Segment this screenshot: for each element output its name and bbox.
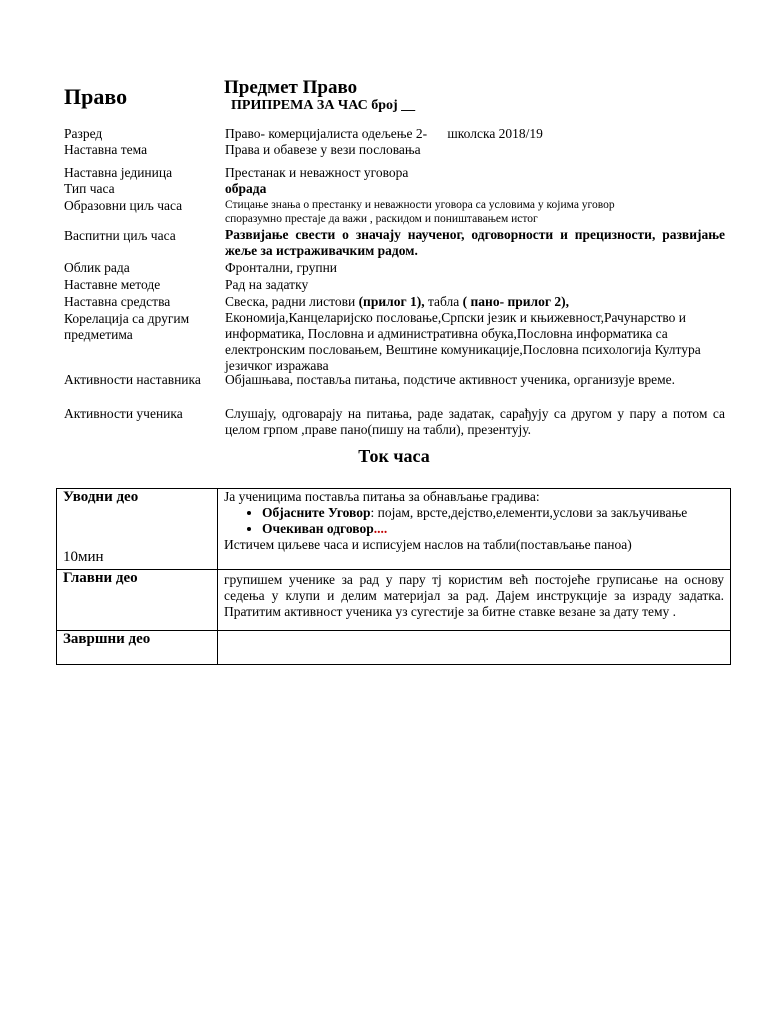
final-content-cell — [218, 631, 731, 665]
subject-heading: Предмет Право — [224, 77, 358, 98]
topic-value: Права и обавезе у вези пословања — [225, 142, 421, 157]
intro-text: Ја ученицима поставља питања за обнављање градива: — [224, 489, 540, 504]
intro-after: Истичем циљеве часа и исписујем наслов на табли(постављање паноа) — [224, 537, 632, 552]
unit-value: Престанак и неважност уговора — [225, 165, 409, 180]
correlation-value: Економија,Канцеларијско пословање,Српски језик и књижевност,Рачунарство и информатика, Пословна и административна обука,Пословна информатика са електронским пословањем, Вештине комуникације,Пословна психологија Култура језичког изражава — [225, 310, 701, 373]
upbring-goal-value: Развијање свести о значају наученог, одговорности и прецизности, развијање жеље за истраживачким радом. — [225, 227, 725, 258]
table-row — [57, 631, 731, 665]
form-value: Фронтални, групни — [225, 260, 338, 275]
main-label: Главни део — [63, 570, 138, 586]
intro-section-cell — [57, 489, 218, 570]
intro-label: Уводни део — [63, 489, 139, 505]
means-d: ( пано- прилог 2), — [462, 294, 569, 309]
student-activity-label: Активности ученика — [64, 406, 183, 421]
intro-time: 10мин — [63, 549, 104, 565]
prep-heading: ПРИПРЕМА ЗА ЧАС број __ — [231, 98, 416, 113]
means-value — [225, 294, 725, 310]
point-dots: .... — [373, 521, 388, 536]
unit-label: Наставна јединица — [64, 165, 173, 180]
table-row — [57, 570, 731, 631]
topic-label: Наставна тема — [64, 142, 148, 157]
point-bold: Очекиван одговор — [262, 521, 374, 536]
table-row — [57, 489, 731, 570]
main-content-cell — [218, 570, 731, 631]
means-label: Наставна средства — [64, 294, 171, 309]
edu-goal-label: Образовни циљ часа — [64, 198, 183, 213]
upbring-goal-label: Васпитни циљ часа — [64, 228, 176, 243]
grade-value: Право- комерцијалиста одељење 2- школска 2018/19 — [225, 126, 543, 141]
main-text: групишем ученике за рад у пару тј користим већ постојеће груписање на основу седења у клупи и делим материјал за рад. Дајем инструкције за израду задатка. Пратитим активност ученика уз сугестије за битне ставке везане за дату тему . — [224, 572, 724, 619]
final-section-cell — [57, 631, 218, 665]
flow-title: Ток часа — [358, 446, 430, 466]
point-text: : појам, врсте,дејство,елементи,услови за закључивање — [370, 505, 688, 520]
means-c: табла — [424, 294, 463, 309]
type-label: Тип часа — [64, 181, 115, 196]
means-a: Свеска, радни листови — [225, 294, 359, 309]
intro-points — [224, 505, 724, 537]
list-item — [262, 505, 724, 521]
teacher-activity-label: Активности наставника — [64, 372, 201, 387]
edu-goal-value: Стицање знања о престанку и неважности уговора са условима у којима уговор споразумно престаје да важи , раскидом и поништавањем истог — [225, 199, 615, 225]
final-label: Завршни део — [63, 631, 151, 647]
list-item — [262, 521, 724, 537]
correlation-label: Корелација са другим предметима — [64, 311, 190, 342]
means-b: (прилог 1), — [358, 294, 425, 309]
main-section-cell — [57, 570, 218, 631]
document-title: Право — [64, 84, 128, 109]
lesson-flow-table — [56, 488, 731, 665]
intro-content-cell — [218, 489, 731, 570]
teacher-activity-value: Објашњава, поставља питања, подстиче активност ученика, организује време. — [225, 372, 676, 387]
type-value: обрада — [225, 181, 267, 196]
grade-label: Разред — [64, 126, 103, 141]
form-label: Облик рада — [64, 260, 130, 275]
methods-label: Наставне методе — [64, 277, 161, 292]
student-activity-value: Слушају, одговарају на питања, раде задатак, сарађују са другом у пару а потом са целом грпом ,праве пано(пишу на табли), презентују. — [225, 406, 725, 437]
methods-value: Рад на задатку — [225, 277, 309, 292]
point-bold: Објасните Уговор — [262, 505, 371, 520]
